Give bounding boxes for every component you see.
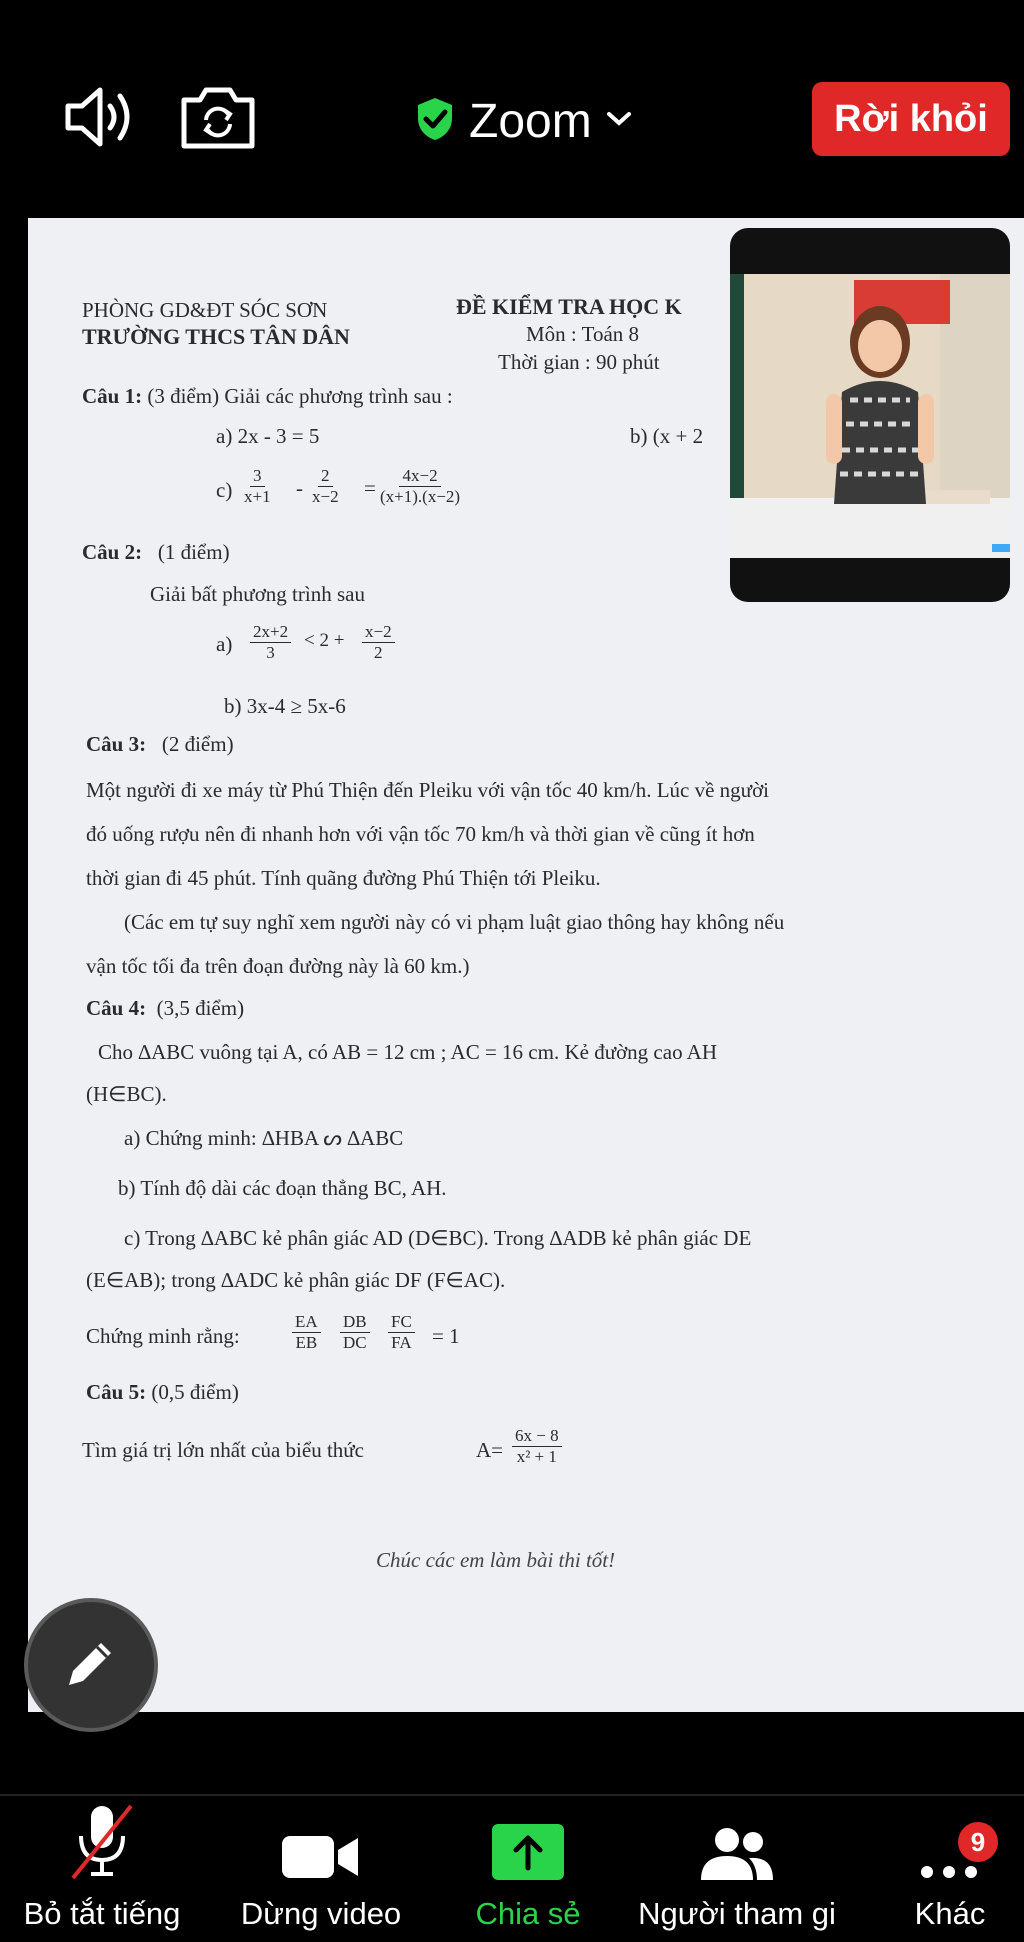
- q4-a: a) Chứng minh: ∆HBA ᔕ ∆ABC: [124, 1126, 404, 1150]
- closing-message: Chúc các em làm bài thi tốt!: [376, 1548, 616, 1572]
- q2-a-fraction-2: $\frac{x-2}{2}$: [362, 622, 395, 663]
- share-button[interactable]: [472, 1796, 584, 1942]
- meeting-title[interactable]: [415, 88, 632, 154]
- shield-check-icon: [415, 96, 455, 147]
- q1-c-label: c): [216, 478, 233, 502]
- q2-a-label: a): [216, 632, 233, 656]
- doc-school: TRƯỜNG THCS TÂN DÂN: [82, 324, 350, 349]
- camera-flip-icon[interactable]: [178, 82, 258, 152]
- doc-exam-title: ĐỀ KIỂM TRA HỌC K: [456, 294, 682, 319]
- top-bar: [0, 0, 1024, 170]
- annotate-button[interactable]: [24, 1598, 158, 1732]
- mute-button[interactable]: [24, 1796, 180, 1942]
- q4-prove: Chứng minh rằng:: [86, 1324, 240, 1348]
- q1-b: b) (x + 2: [630, 424, 704, 448]
- chevron-down-icon: [606, 110, 632, 133]
- q1-a: a) 2x - 3 = 5: [216, 424, 320, 448]
- q4-fraction-2: $\frac{DB}{DC}$: [340, 1312, 370, 1353]
- q1-heading: Câu 1: (3 điểm) Giải các phương trình sau :: [82, 384, 453, 408]
- q1-c-minus: -: [296, 476, 303, 500]
- more-button[interactable]: [900, 1796, 1000, 1942]
- participants-label: Người tham gi: [638, 1896, 836, 1931]
- participants-button[interactable]: [632, 1796, 842, 1942]
- stop-video-button[interactable]: [236, 1796, 406, 1942]
- q5-a: A=: [476, 1438, 504, 1462]
- notification-badge: 9: [958, 1822, 998, 1862]
- q3-line-2: đó uống rượu nên đi nhanh hơn với vận tốc 70 km/h và thời gian về cũng ít hơn: [86, 822, 755, 846]
- doc-subject: Môn : Toán 8: [526, 322, 640, 346]
- q4-c-line-2: (E∈AB); trong ∆ADC kẻ phân giác DF (F∈AC).: [86, 1268, 506, 1292]
- q5-fraction: $\frac{6x - 8}{\text{x² + 1}}$: [512, 1426, 562, 1467]
- q1-c-fraction-1: $\frac{3}{x+1}$: [244, 466, 271, 506]
- share-arrow-icon: [492, 1796, 564, 1882]
- participant-video-thumbnail[interactable]: [730, 228, 1010, 602]
- video-label: Dừng video: [240, 1896, 402, 1931]
- participant-video-image: [730, 274, 1010, 558]
- more-dots-icon: [900, 1796, 1000, 1882]
- leave-button[interactable]: Rời khỏi: [812, 82, 1010, 156]
- q3-line-1: Một người đi xe máy từ Phú Thiện đến Pleiku với vận tốc 40 km/h. Lúc về người: [86, 778, 770, 802]
- q2-intro: Giải bất phương trình sau: [150, 582, 365, 606]
- pencil-icon: [61, 1633, 121, 1698]
- mic-muted-icon: [67, 1796, 137, 1882]
- q4-heading: Câu 4: (3,5 điểm): [86, 996, 245, 1020]
- q4-c-line-1: c) Trong ∆ABC kẻ phân giác AD (D∈BC). Trong ∆ADB kẻ phân giác DE: [124, 1226, 752, 1250]
- q3-line-4: (Các em tự suy nghĩ xem người này có vi phạm luật giao thông hay không nếu: [124, 910, 785, 934]
- bottom-toolbar: [0, 1794, 1024, 1942]
- q4-line-2: (H∈BC).: [86, 1082, 167, 1106]
- q4-equals-one: = 1: [432, 1324, 460, 1348]
- q4-b: b) Tính độ dài các đoạn thẳng BC, AH.: [118, 1176, 447, 1200]
- meeting-title-label: Zoom: [469, 94, 592, 148]
- q1-c-fraction-3: $\frac{4x-2}{(x+1).(x-2)}$: [380, 466, 461, 506]
- q5-text: Tìm giá trị lớn nhất của biểu thức: [82, 1438, 364, 1462]
- q1-c-fraction-2: $\frac{2}{x-2}$: [312, 466, 339, 506]
- q3-heading: Câu 3: (2 điểm): [86, 732, 234, 756]
- q4-fraction-3: $\frac{FC}{FA}$: [388, 1312, 415, 1353]
- video-icon: [282, 1796, 360, 1882]
- q4-line-1: Cho ∆ABC vuông tại A, có AB = 12 cm ; AC = 16 cm. Kẻ đường cao AH: [98, 1040, 717, 1064]
- q5-heading: Câu 5: (0,5 điểm): [86, 1380, 239, 1404]
- q2-b: b) 3x-4 ≥ 5x-6: [224, 694, 346, 718]
- q2-a-middle: < 2 +: [304, 630, 345, 651]
- q4-fraction-1: $\frac{EA}{EB}$: [292, 1312, 321, 1353]
- doc-dept: PHÒNG GD&ĐT SÓC SƠN: [82, 298, 328, 322]
- speaker-icon[interactable]: [62, 82, 142, 152]
- q2-heading: Câu 2: (1 điểm): [82, 540, 230, 564]
- share-label: Chia sẻ: [475, 1896, 581, 1931]
- q3-line-3: thời gian đi 45 phút. Tính quãng đường Phú Thiện tới Pleiku.: [86, 866, 601, 890]
- participants-icon: [699, 1796, 775, 1882]
- q3-line-5: vận tốc tối đa trên đoạn đường này là 60 km.): [86, 954, 470, 978]
- mute-label: Bỏ tắt tiếng: [23, 1896, 181, 1931]
- q2-a-fraction-1: $\frac{2x+2}{3}$: [250, 622, 291, 663]
- more-label: Khác: [914, 1896, 986, 1931]
- doc-duration: Thời gian : 90 phút: [498, 350, 660, 374]
- q1-c-equals: =: [364, 476, 376, 500]
